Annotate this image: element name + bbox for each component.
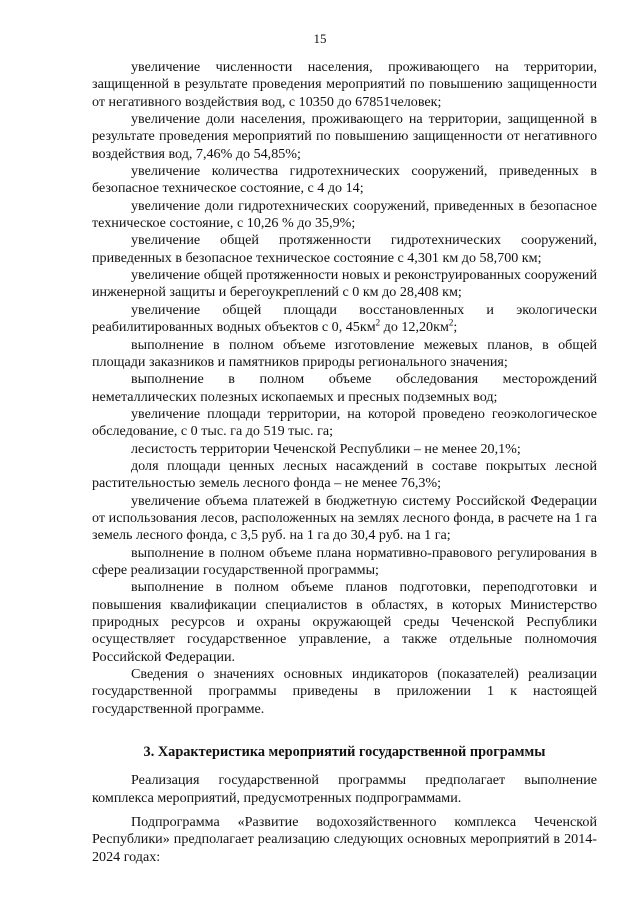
area-text-after: ; (453, 319, 458, 336)
paragraph-training-plans: выполнение в полном объеме планов подготовки, переподготовки и повышения квалификации специалистов в областях, в которых Министерство природных ресурсов и охраны окружающей среды Чеченской Республики осуществляет государственное управление, а также отдельные полномочия Российской Федерации. (92, 579, 597, 665)
area-text-middle: до 12,20км (380, 319, 449, 336)
paragraph-structures-length: увеличение общей протяженности гидротехнических сооружений, приведенных в безопасное техническое состояние с 4,301 км до 58,700 км; (92, 232, 597, 266)
paragraph-geoecological-survey: увеличение площади территории, на которой проведено геоэкологическое обследование, с 0 тыс. га до 519 тыс. га; (92, 405, 597, 440)
paragraph-forest-payments: увеличение объема платежей в бюджетную систему Российской Федерации от использования лесов, расположенных на землях лесного фонда, в расчете на 1 га земель лесного фонда, с 3,5 руб. на 1 га до 30,4 руб. на 1 га; (92, 492, 597, 544)
paragraph-population-share: увеличение доли населения, проживающего на территории, защищенной в результате проведения мероприятий по повышению защищенности от негативного воздействия вод, 7,46% до 54,85%; (92, 111, 597, 162)
paragraph-valuable-forests: доля площади ценных лесных насаждений в составе покрытых лесной растительностью земель лесного фонда – не менее 76,3%; (92, 457, 597, 492)
paragraph-regulatory-plan: выполнение в полном объеме плана нормативно-правового регулирования в сфере реализации государственной программы; (92, 544, 597, 578)
paragraph-protection-length: увеличение общей протяженности новых и реконструированных сооружений инженерной защиты и берегоукреплений с 0 км до 28,408 км; (92, 267, 597, 301)
paragraph-population-count: увеличение численности населения, проживающего на территории, защищенной в результате проведения мероприятий по повышению защищенности от негативного воздействия вод, с 10350 до 67851человек; (92, 59, 597, 110)
paragraph-deposits-survey: выполнение в полном объеме обследования месторождений неметаллических полезных ископаемых и пресных подземных вод; (92, 371, 597, 405)
paragraph-boundary-plans: выполнение в полном объеме изготовление межевых планов, в общей площади заказников и памятников природы регионального значения; (92, 336, 597, 370)
document-body (92, 59, 597, 866)
paragraph-water-bodies-area (92, 302, 597, 337)
area-text-before: увеличение общей площади восстановленных и экологически реабилитированных водных объектов с 0, 45км (92, 301, 597, 336)
paragraph-program-implementation: Реализация государственной программы предполагает выполнение комплекса мероприятий, предусмотренных подпрограммами. (92, 772, 597, 806)
page-number: 15 (313, 31, 327, 46)
area-superscript-1: 2 (375, 317, 381, 328)
paragraph-forest-cover: лесистость территории Чеченской Республики – не менее 20,1%; (131, 440, 521, 457)
section-heading: 3. Характеристика мероприятий государственной программы (143, 744, 546, 761)
paragraph-structures-share: увеличение доли гидротехнических сооружений, приведенных в безопасное техническое состояние, с 10,26 % до 35,9%; (92, 197, 597, 232)
paragraph-subprogram-water: Подпрограмма «Развитие водохозяйственного комплекса Чеченской Республики» предполагает реализацию следующих основных мероприятий в 2014-2024 годах: (92, 814, 597, 865)
paragraph-indicators-summary: Сведения о значениях основных индикаторов (показателей) реализации государственной программы приведены в приложении 1 к настоящей государственной программе. (92, 666, 597, 717)
paragraph-structures-count: увеличение количества гидротехнических сооружений, приведенных в безопасное техническое состояние, с 4 до 14; (92, 163, 597, 197)
area-superscript-2: 2 (448, 317, 454, 328)
